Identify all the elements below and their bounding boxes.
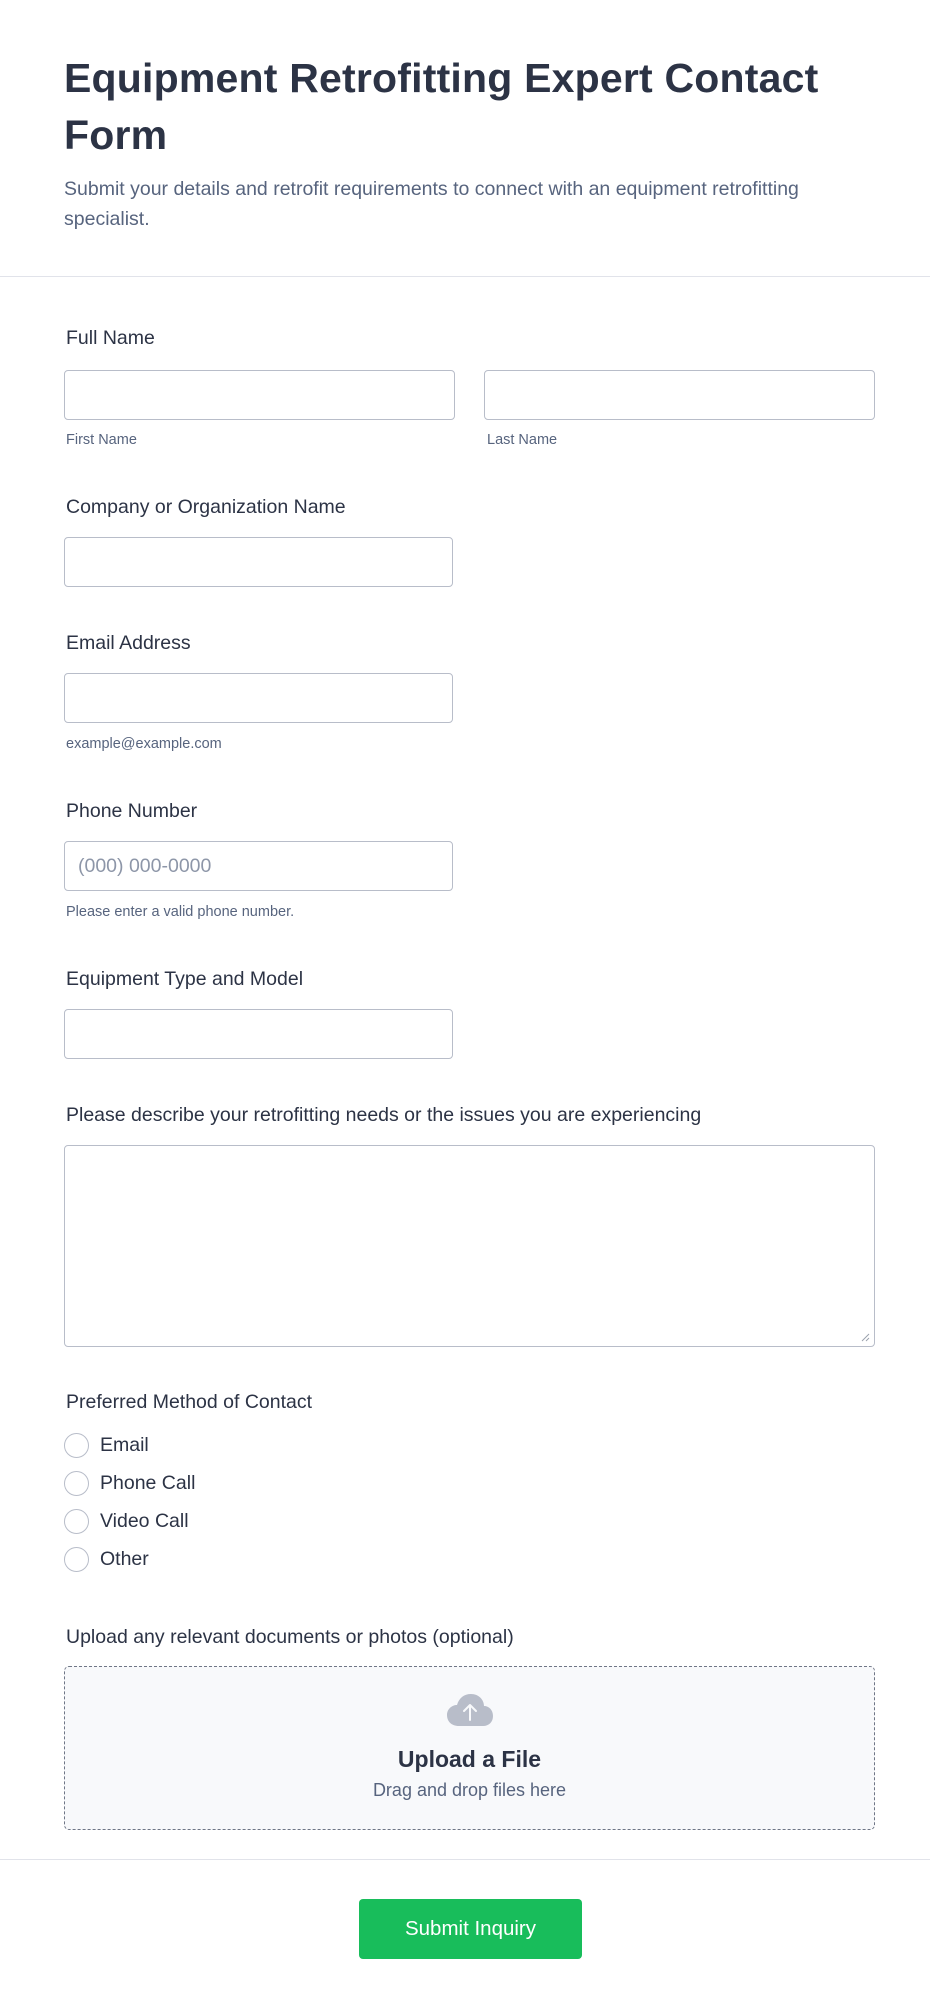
first-name-input[interactable]	[64, 370, 455, 420]
radio-option-email[interactable]	[64, 1433, 149, 1458]
phone-input[interactable]	[64, 841, 453, 891]
company-input[interactable]	[64, 537, 453, 587]
radio-circle[interactable]	[64, 1547, 89, 1572]
page-subtitle: Submit your details and retrofit requirements to connect with an equipment retrofitting specialist.	[64, 178, 799, 230]
contact-form	[0, 277, 930, 1940]
phone-sublabel: Please enter a valid phone number.	[66, 904, 295, 920]
upload-subtitle: Drag and drop files here	[372, 1780, 567, 1800]
upload-title: Upload a File	[397, 1746, 542, 1772]
cloud-upload-icon	[446, 1693, 494, 1727]
resize-grip-icon[interactable]	[861, 1333, 870, 1342]
radio-label: Email	[100, 1434, 149, 1456]
radio-circle[interactable]	[64, 1433, 89, 1458]
description-label: Please describe your retrofitting needs or the issues you are experiencing	[66, 1104, 702, 1126]
equipment-label: Equipment Type and Model	[66, 968, 304, 990]
page-title: Equipment Retrofitting Expert Contact Form	[64, 55, 819, 158]
radio-circle[interactable]	[64, 1509, 89, 1534]
radio-option-other[interactable]	[64, 1547, 149, 1572]
form-footer	[0, 1859, 930, 2007]
upload-label: Upload any relevant documents or photos (optional)	[66, 1626, 514, 1648]
phone-placeholder: (000) 000-0000	[78, 855, 212, 877]
company-label: Company or Organization Name	[66, 496, 346, 518]
description-textarea[interactable]	[64, 1145, 875, 1347]
full-name-label: Full Name	[66, 327, 155, 349]
email-sublabel: example@example.com	[66, 736, 222, 752]
contact-method-label: Preferred Method of Contact	[66, 1391, 313, 1413]
radio-option-phone-call[interactable]	[64, 1471, 195, 1496]
email-label: Email Address	[66, 632, 191, 654]
radio-label: Other	[100, 1548, 149, 1570]
radio-label: Video Call	[100, 1510, 189, 1532]
last-name-sublabel: Last Name	[487, 432, 558, 448]
phone-label: Phone Number	[66, 800, 198, 822]
radio-label: Phone Call	[100, 1472, 196, 1494]
form-header	[0, 0, 930, 277]
last-name-input[interactable]	[484, 370, 875, 420]
radio-circle[interactable]	[64, 1471, 89, 1496]
first-name-sublabel: First Name	[66, 432, 137, 448]
file-upload-dropzone[interactable]	[64, 1666, 875, 1830]
email-input[interactable]	[64, 673, 453, 723]
submit-button[interactable]: Submit Inquiry	[359, 1899, 582, 1959]
equipment-input[interactable]	[64, 1009, 453, 1059]
radio-option-video-call[interactable]	[64, 1509, 189, 1534]
